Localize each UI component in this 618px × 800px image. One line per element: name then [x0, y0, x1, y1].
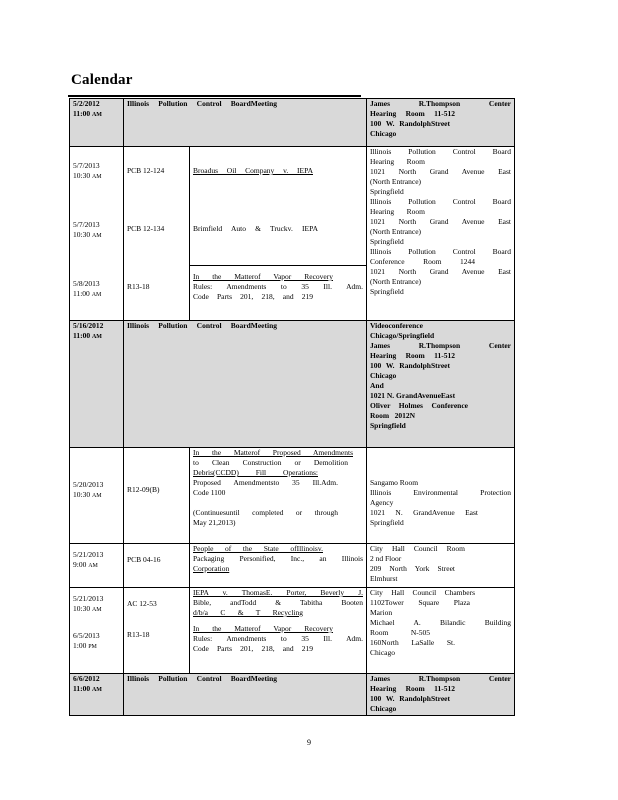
- calendar-table: [69, 98, 515, 716]
- location-cell: Sangamo Room Illinois Environmental Protection Agency 1021 N. GrandAvenue East Springfield: [367, 448, 515, 544]
- case-cell: PCB 12-124 PCB 12-134 R13-18: [124, 147, 190, 321]
- title-underline: [68, 95, 361, 97]
- table-row: [70, 321, 515, 448]
- caption-cell: Broadus Oil Company v. IEPA Brimfield Auto & Truckv. IEPA In the Matterof Vapor Recovery Rules: Amendments to 35 Ill. Adm. Code Parts 201, 218, and 219: [190, 147, 367, 321]
- location-cell: Illinois Pollution Control Board Hearing Room 1021 North Grand Avenue East (North Entrance) Springfield Illinois Pollution Control Board Hearing Room 1021 North Grand Avenue East (North Entrance) Springfield Illinois Pollution Control Board Conference Room 1244 1021 North Grand Avenue East (North Entrance) Springfield: [367, 147, 515, 321]
- page-title: Calendar: [71, 72, 133, 88]
- date-cell: 6/6/2012 11:00 AM: [70, 674, 124, 716]
- location-cell: City Hall Council Chambers 1102Tower Square Plaza Marion Michael A. Bilandic Building Room N-505 160North LaSalle St. Chicago: [367, 588, 515, 674]
- location-cell: James R.Thompson Center Hearing Room 11-512 100 W. RandolphStreet Chicago: [367, 674, 515, 716]
- table-row: [70, 544, 515, 588]
- date-cell: 5/20/2013 10:30 AM: [70, 448, 124, 544]
- location-cell: James R.Thompson Center Hearing Room 11-512 100 W. RandolphStreet Chicago: [367, 99, 515, 147]
- table-row: [70, 147, 515, 321]
- date-cell: 5/16/2012 11:00 AM: [70, 321, 124, 448]
- date-cell: 5/2/2012 11:00 AM: [70, 99, 124, 147]
- date-cell: 5/21/2013 10:30 AM 6/5/2013 1:00 PM: [70, 588, 124, 674]
- caption-cell: In the Matterof Proposed Amendments to Clean Construction or Demolition Debris(CCDD) Fill Operations: Proposed Amendmentsto 35 Ill.Adm. Code 1100 (Continuesuntil completed or through May 21,2013): [190, 448, 367, 544]
- table-row: [70, 448, 515, 544]
- caption-cell: People of the State ofIllinoisv. Packaging Personified, Inc., an Illinois Corporation: [190, 544, 367, 588]
- meeting-description: Illinois Pollution Control BoardMeeting: [124, 99, 367, 147]
- date-cell: 5/7/2013 10:30 AM 5/7/2013 10:30 AM 5/8/2013 11:00 AM: [70, 147, 124, 321]
- table-row: [70, 99, 515, 147]
- case-cell: PCB 04-16: [124, 544, 190, 588]
- case-cell: AC 12-53 R13-18: [124, 588, 190, 674]
- location-cell: City Hall Council Room 2 nd Floor 209 North York Street Elmhurst: [367, 544, 515, 588]
- page-number: 9: [307, 738, 311, 747]
- case-cell: R12-09(B): [124, 448, 190, 544]
- date-cell: 5/21/2013 9:00 AM: [70, 544, 124, 588]
- meeting-description: Illinois Pollution Control BoardMeeting: [124, 674, 367, 716]
- location-cell: Videoconference Chicago/Springfield James R.Thompson Center Hearing Room 11-512 100 W. RandolphStreet Chicago And 1021 N. GrandAvenueEast Oliver Holmes Conference Room 2012N Springfield: [367, 321, 515, 448]
- table-row: [70, 588, 515, 674]
- caption-cell: IEPA v. ThomasE. Porter, Beverly J. Bible, andTodd & Tabitha Booten d/b/a C & T Recycling In the Matterof Vapor Recovery Rules: Amendments to 35 Ill. Adm. Code Parts 201, 218, and 219: [190, 588, 367, 674]
- table-row: [70, 674, 515, 716]
- meeting-description: Illinois Pollution Control BoardMeeting: [124, 321, 367, 448]
